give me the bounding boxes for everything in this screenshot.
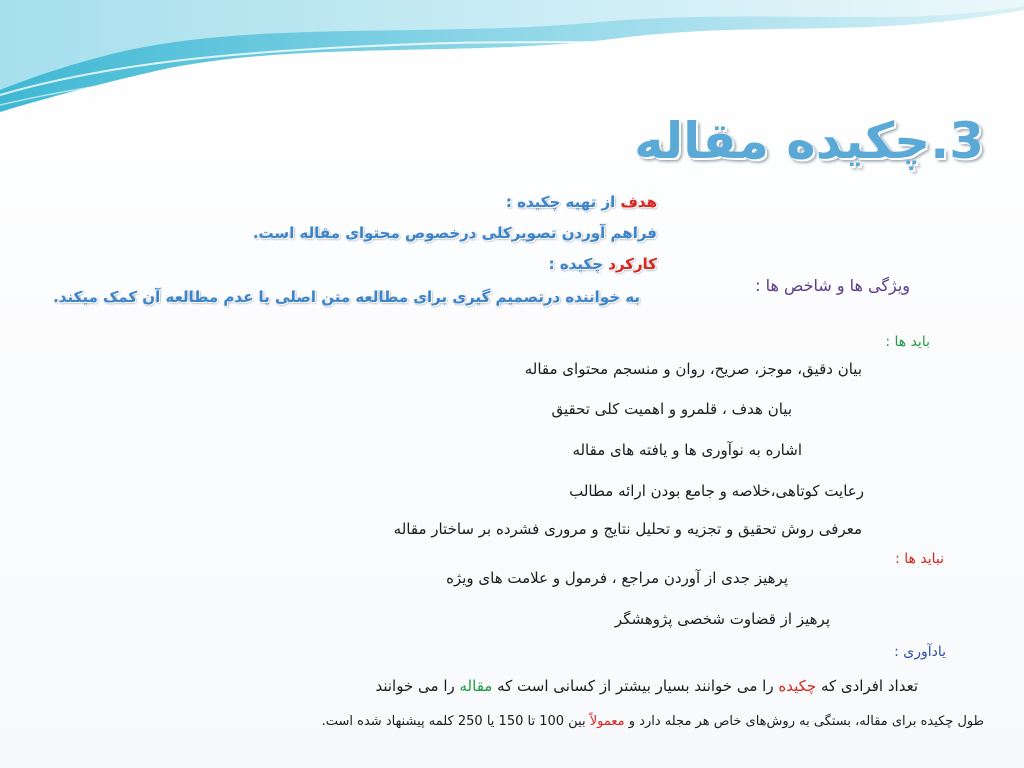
must-item-2: بیان هدف ، قلمرو و اهمیت کلی تحقیق <box>551 400 792 418</box>
reminder-line-1-part-2: را می خوانند بسیار بیشتر از کسانی است که <box>492 677 779 695</box>
reminder-line-1-part-1: تعداد افرادی که <box>816 677 918 695</box>
reminder-line-1-part-3: را می خوانند <box>375 677 460 695</box>
reminder-line-2-part-1: طول چکیده برای مقاله، بستگی به روش‌های خاص هر مجله دارد و <box>624 714 984 729</box>
function-text: به خواننده درتصمیم گیری برای مطالعه متن اصلی یا عدم مطالعه آن کمک میکند. <box>53 288 640 306</box>
aim-label-rest: از تهیه چکیده : <box>505 193 621 211</box>
aim-label <box>506 193 657 211</box>
reminder-line-2 <box>322 714 984 729</box>
reminder-line-2-part-2: بین 100 تا 150 یا 250 کلمه پیشنهاد شده است. <box>321 714 590 729</box>
function-label-rest: چکیده : <box>548 255 609 273</box>
reminder-heading: یادآوری : <box>894 644 946 660</box>
wave-header-decoration <box>0 0 1024 120</box>
features-heading: ویژگی ها و شاخص ها : <box>755 276 910 295</box>
reminder-accent-article: مقاله <box>459 677 493 695</box>
reminder-accent-abstract: چکیده <box>778 677 817 695</box>
page-title: 3.چکیده مقاله <box>634 112 984 170</box>
must-not-item-1: پرهیز جدی از آوردن مراجع ، فرمول و علامت های ویژه <box>446 569 788 587</box>
musts-heading: باید ها : <box>885 334 930 350</box>
aim-label-accent: هدف <box>620 193 657 211</box>
must-not-item-2: پرهیز از قضاوت شخصی پژوهشگر <box>614 610 830 628</box>
reminder-accent-usually: معمولاً <box>589 714 625 729</box>
must-item-1: بیان دقیق، موجز، صریح، روان و منسجم محتوای مقاله <box>524 360 862 378</box>
must-nots-heading: نباید ها : <box>895 551 944 567</box>
function-label <box>549 255 657 273</box>
reminder-line-1 <box>375 677 918 695</box>
must-item-5: معرفی روش تحقیق و تجزیه و تحلیل نتایج و مروری فشرده بر ساختار مقاله <box>393 520 862 538</box>
must-item-3: اشاره به نوآوری ها و یافته های مقاله <box>572 441 802 459</box>
aim-text: فراهم آوردن تصویرکلی درخصوص محتوای مقاله است. <box>252 224 657 242</box>
must-item-4: رعایت کوتاهی،خلاصه و جامع بودن ارائه مطالب <box>569 482 864 500</box>
function-label-accent: کارکرد <box>608 255 657 273</box>
